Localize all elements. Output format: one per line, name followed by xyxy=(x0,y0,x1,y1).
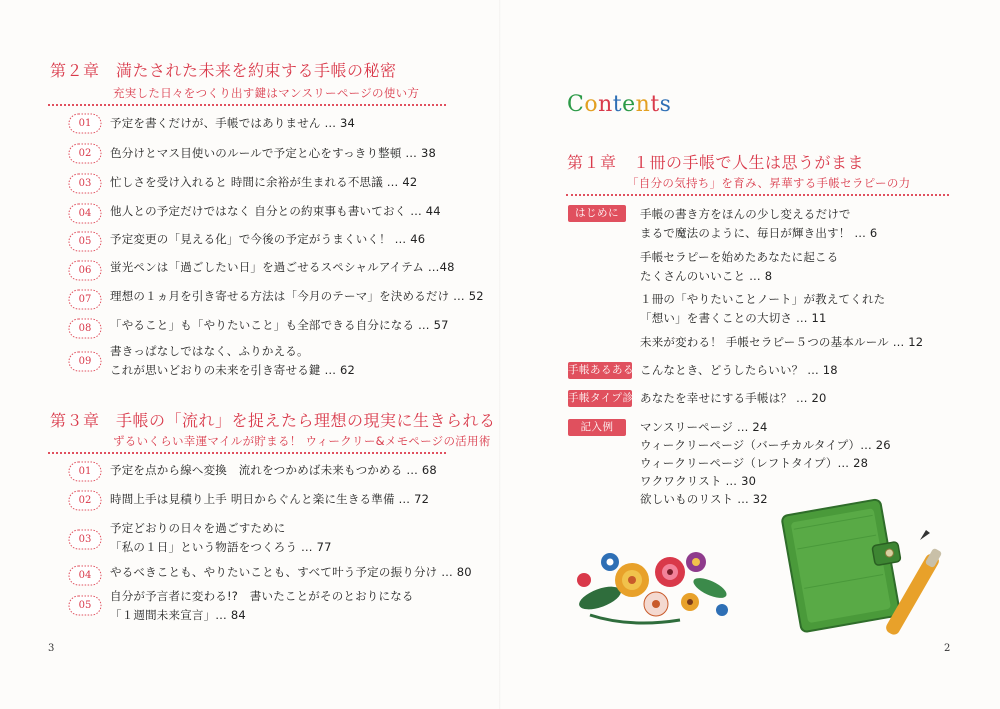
item-number-badge xyxy=(68,461,102,482)
item-number-badge xyxy=(68,351,102,372)
toc-entry: ウィークリーページ（レフトタイプ）… 28 xyxy=(640,456,869,470)
chapter3-divider xyxy=(48,452,446,454)
item-number: 02 xyxy=(78,495,92,506)
chapter1-subtitle: 「自分の気持ち」を育み、昇華する手帳セラピーの力 xyxy=(627,176,911,190)
page-number-right: 2 xyxy=(944,643,951,654)
item-number-badge xyxy=(68,260,102,281)
toc-entry: ワクワクリスト … 30 xyxy=(640,474,757,488)
item-number: 01 xyxy=(78,118,92,129)
item-number: 07 xyxy=(78,294,92,305)
toc-entry: 「１週間未来宣言」… 84 xyxy=(110,608,246,622)
item-number-badge xyxy=(68,318,102,339)
toc-entry: 書きっぱなしではなく、ふりかえる。 xyxy=(110,344,309,358)
contents-heading-letter: n xyxy=(598,92,613,117)
item-number: 03 xyxy=(78,534,92,545)
contents-heading-letter: o xyxy=(584,92,599,117)
toc-entry: マンスリーページ … 24 xyxy=(640,420,768,434)
chapter3-subtitle: ずるいくらい幸運マイルが貯まる！ ウィークリー&メモページの活用術 xyxy=(113,434,491,448)
toc-entry: あなたを幸せにする手帳は？ … 20 xyxy=(640,391,827,405)
toc-entry: たくさんのいいこと … 8 xyxy=(640,269,773,283)
section-tag-kinyurei: 記入例 xyxy=(568,419,626,436)
toc-entry: 他人との予定だけではなく 自分との約束事も書いておく … 44 xyxy=(110,204,441,218)
item-number-badge xyxy=(68,113,102,134)
contents-heading-letter: C xyxy=(567,92,585,117)
toc-entry: 手帳の書き方をほんの少し変えるだけで xyxy=(640,207,851,221)
chapter3-title: 第３章 手帳の「流れ」を捉えたら理想の現実に生きられる xyxy=(50,411,496,430)
toc-entry: 予定を点から線へ変換 流れをつかめば未来もつかめる … 68 xyxy=(110,463,437,477)
item-number-badge xyxy=(68,565,102,586)
item-number: 02 xyxy=(78,148,92,159)
toc-entry: 予定どおりの日々を過ごすために xyxy=(110,521,286,535)
item-number: 05 xyxy=(78,600,92,611)
chapter2-divider xyxy=(48,104,446,106)
toc-entry: 色分けとマス目使いのルールで予定と心をすっきり整頓 … 38 xyxy=(110,146,437,160)
toc-entry: ウィークリーページ（バーチカルタイプ）… 26 xyxy=(640,438,891,452)
toc-entry: 予定変更の「見える化」で今後の予定がうまくいく！ … 46 xyxy=(110,232,426,246)
toc-entry: 手帳セラピーを始めたあなたに起こる xyxy=(640,250,839,264)
item-number-badge xyxy=(68,231,102,252)
toc-entry: 「私の１日」という物語をつくろう … 77 xyxy=(110,540,332,554)
toc-entry: 忙しさを受け入れると 時間に余裕が生まれる不思議 … 42 xyxy=(110,175,418,189)
chapter2-subtitle: 充実した日々をつくり出す鍵はマンスリーページの使い方 xyxy=(113,86,420,100)
item-number-badge xyxy=(68,289,102,310)
toc-entry: これが思いどおりの未来を引き寄せる鍵 … 62 xyxy=(110,363,356,377)
toc-entry: 「想い」を書くことの大切さ … 11 xyxy=(640,311,827,325)
toc-entry: 予定を書くだけが、手帳ではありません … 34 xyxy=(110,116,356,130)
section-tag-techo-aruaru: 手帳あるある xyxy=(568,362,632,379)
toc-entry: １冊の「やりたいことノート」が教えてくれた xyxy=(640,292,886,306)
item-number-badge xyxy=(68,143,102,164)
toc-entry: 「やること」も「やりたいこと」も全部できる自分になる … 57 xyxy=(110,318,449,332)
item-number: 09 xyxy=(78,356,92,367)
planner-illustration xyxy=(770,480,945,640)
item-number: 03 xyxy=(78,178,92,189)
toc-entry: まるで魔法のように、毎日が輝き出す！ … 6 xyxy=(640,226,878,240)
contents-heading-letter: t xyxy=(650,92,660,117)
item-number: 04 xyxy=(78,570,92,581)
item-number: 05 xyxy=(78,236,92,247)
contents-heading-letter: t xyxy=(612,92,623,117)
item-number-badge xyxy=(68,173,102,194)
item-number: 08 xyxy=(78,323,92,334)
item-number-badge xyxy=(68,595,102,616)
toc-entry: やるべきことも、やりたいことも、すべて叶う予定の振り分け … 80 xyxy=(110,565,472,579)
chapter1-title: 第１章 １冊の手帳で人生は思うがまま xyxy=(567,153,865,172)
item-number-badge xyxy=(68,203,102,224)
contents-heading-letter: n xyxy=(635,92,651,117)
section-tag-hajimeni: はじめに xyxy=(568,205,626,222)
item-number-badge xyxy=(68,529,102,550)
contents-heading-letter: s xyxy=(659,92,672,117)
section-tag-type-shindan: 手帳タイプ診断 xyxy=(568,390,632,407)
item-number: 01 xyxy=(78,466,92,477)
contents-heading xyxy=(567,92,671,117)
item-number-badge xyxy=(68,490,102,511)
chapter1-divider xyxy=(566,194,949,196)
toc-entry: 時間上手は見積り上手 明日からぐんと楽に生きる準備 … 72 xyxy=(110,492,430,506)
toc-entry: 理想の１ヵ月を引き寄せる方法は「今月のテーマ」を決めるだけ … 52 xyxy=(110,289,484,303)
toc-entry: 蛍光ペンは「過ごしたい日」を過ごせるスペシャルアイテム …48 xyxy=(110,260,455,274)
toc-entry: 自分が予言者に変わる!? 書いたことがそのとおりになる xyxy=(110,589,414,603)
item-number: 06 xyxy=(78,265,92,276)
toc-entry: こんなとき、どうしたらいい？ … 18 xyxy=(640,363,838,377)
item-number: 04 xyxy=(78,208,92,219)
page-number-left: 3 xyxy=(48,643,55,654)
chapter2-title: 第２章 満たされた未来を約束する手帳の秘密 xyxy=(50,61,397,80)
contents-heading-letter: e xyxy=(622,92,636,117)
toc-entry: 未来が変わる！ 手帳セラピー５つの基本ルール … 12 xyxy=(640,335,924,349)
flower-illustration xyxy=(570,540,740,630)
toc-entry: 欲しいものリスト … 32 xyxy=(640,492,768,506)
